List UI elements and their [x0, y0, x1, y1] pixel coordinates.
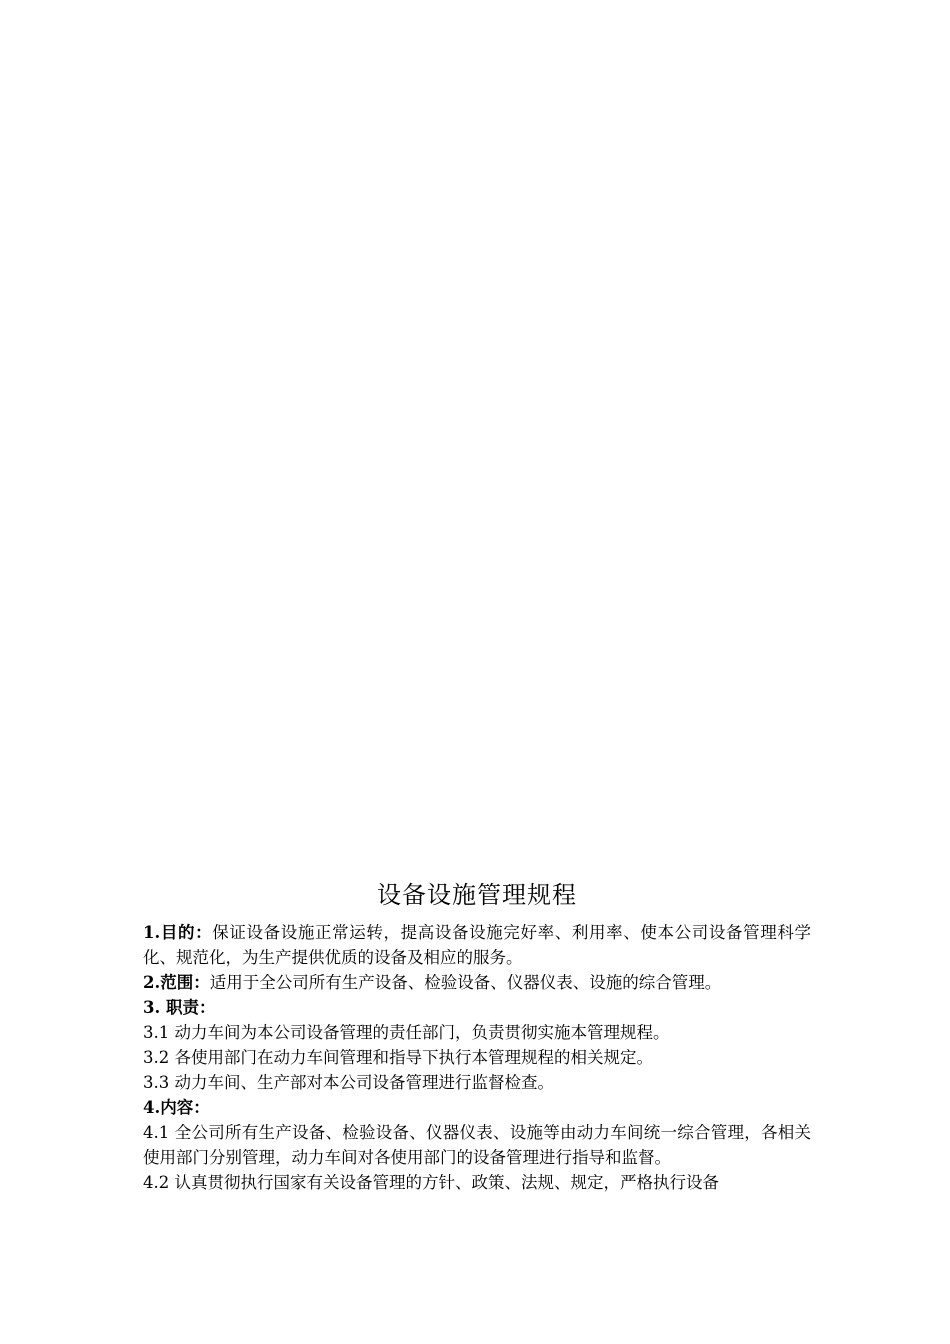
document-title: 设备设施管理规程 — [377, 881, 577, 909]
section-label: 4.内容： — [143, 1098, 210, 1117]
section-purpose — [143, 920, 811, 970]
clause-3-1 — [143, 1020, 811, 1045]
section-text: 4.1 全公司所有生产设备、检验设备、仪器仪表、设施等由动力车间统一综合管理，各相关使用部门分别管理，动力车间对各使用部门的设备管理进行指导和监督。 — [143, 1123, 811, 1167]
clause-3-3 — [143, 1070, 811, 1095]
section-scope — [143, 970, 811, 995]
section-text: 4.2 认真贯彻执行国家有关设备管理的方针、政策、法规、规定，严格执行设备 — [143, 1173, 719, 1192]
section-text: 3.1 动力车间为本公司设备管理的责任部门，负责贯彻实施本管理规程。 — [143, 1023, 670, 1042]
section-label: 1.目的： — [143, 923, 213, 942]
section-text: 保证设备设施正常运转，提高设备设施完好率、利用率、使本公司设备管理科学化、规范化，为生产提供优质的设备及相应的服务。 — [143, 923, 811, 967]
clause-4-1 — [143, 1120, 811, 1170]
section-text: 适用于全公司所有生产设备、检验设备、仪器仪表、设施的综合管理。 — [209, 973, 722, 992]
section-text: 3.2 各使用部门在动力车间管理和指导下执行本管理规程的相关规定。 — [143, 1048, 653, 1067]
section-label: 2.范围： — [143, 973, 210, 992]
clause-3-2 — [143, 1045, 811, 1070]
clause-4-2 — [143, 1170, 811, 1195]
section-label: 3. 职责： — [143, 998, 216, 1017]
section-content-heading — [143, 1095, 811, 1120]
section-text: 3.3 动力车间、生产部对本公司设备管理进行监督检查。 — [143, 1073, 554, 1092]
document-body — [143, 878, 811, 1195]
section-responsibilities-heading — [143, 995, 811, 1020]
